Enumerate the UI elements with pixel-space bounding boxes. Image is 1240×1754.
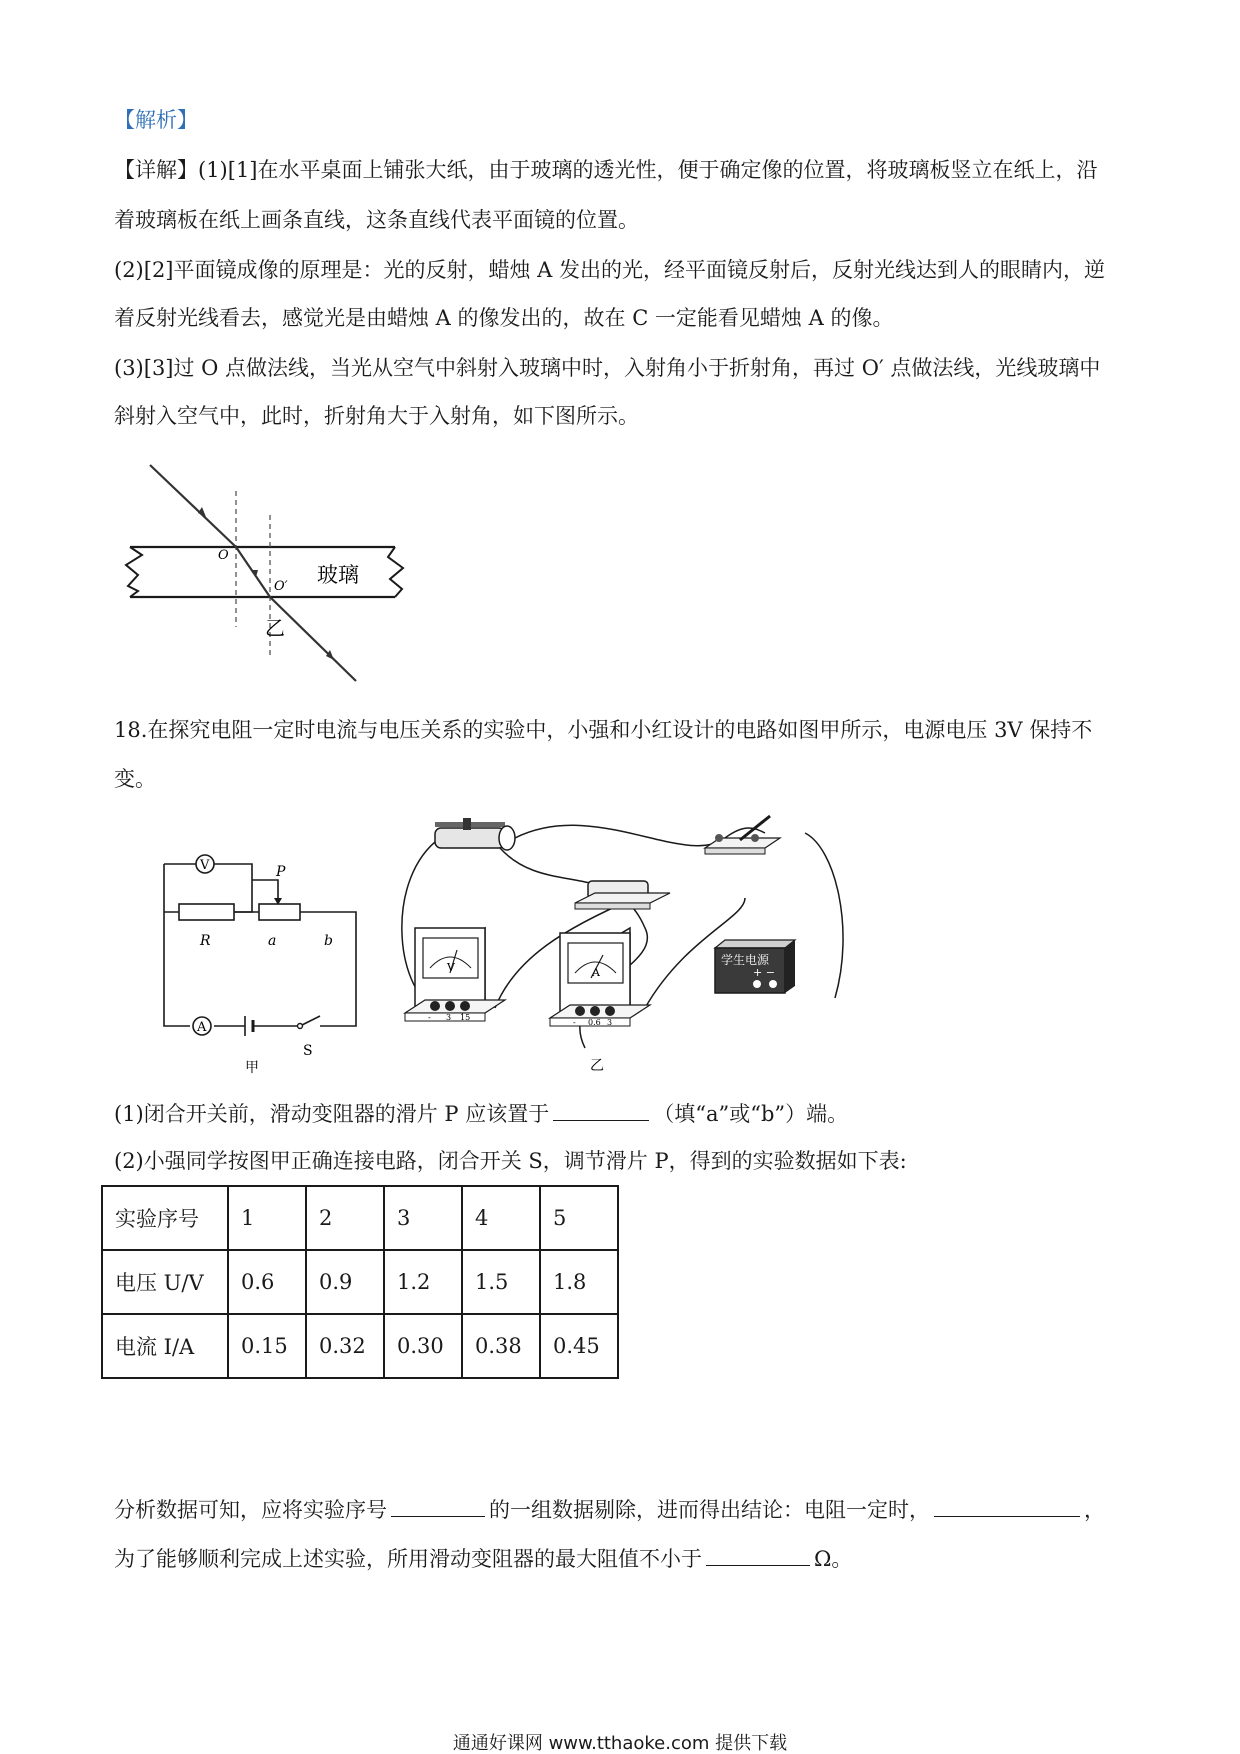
paragraph-line: (2)[2]平面镜成像的原理是：光的反射，蜡烛 A 发出的光，经平面镜反射后，反射光线达到人的眼睛内，逆 bbox=[114, 258, 1106, 282]
paragraph-line: 着玻璃板在纸上画条直线，这条直线代表平面镜的位置。 bbox=[114, 208, 639, 232]
resistor-label: R bbox=[200, 933, 211, 949]
circuit-diagram bbox=[150, 850, 370, 1080]
ammeter-symbol: A bbox=[197, 1020, 207, 1035]
analysis-text: ， bbox=[1084, 1498, 1105, 1522]
glass-label: 玻璃 bbox=[317, 563, 359, 587]
analysis-line-2 bbox=[114, 1543, 852, 1573]
table-cell: 0.9 bbox=[306, 1250, 384, 1314]
question-line: 18.在探究电阻一定时电流与电压关系的实验中，小强和小红设计的电路如图甲所示，电源电压 3V 保持不 bbox=[114, 718, 1093, 742]
apparatus-figure bbox=[395, 808, 915, 1083]
analysis-line-1 bbox=[114, 1494, 1105, 1524]
figure-jia-label: 甲 bbox=[245, 1060, 259, 1076]
table-cell: 1.2 bbox=[384, 1250, 462, 1314]
table-cell: 0.32 bbox=[306, 1314, 384, 1378]
switch-label: S bbox=[303, 1043, 313, 1059]
figure-yi-label: 乙 bbox=[265, 616, 285, 640]
paragraph-line: 着反射光线看去，感觉光是由蜡烛 A 的像发出的，故在 C 一定能看见蜡烛 A 的像。 bbox=[114, 306, 894, 330]
end-b-label: b bbox=[324, 933, 333, 949]
table-cell: 1.5 bbox=[462, 1250, 540, 1314]
voltmeter-symbol: V bbox=[200, 858, 210, 873]
paragraph-line: 斜射入空气中，此时，折射角大于入射角，如下图所示。 bbox=[114, 404, 639, 428]
table-cell: 0.15 bbox=[228, 1314, 306, 1378]
question-1-text: (1)闭合开关前，滑动变阻器的滑片 P 应该置于 bbox=[114, 1102, 550, 1126]
table-cell: 0.30 bbox=[384, 1314, 462, 1378]
table-cell: 1.8 bbox=[540, 1250, 618, 1314]
end-a-label: a bbox=[268, 933, 277, 949]
answer-blank-4[interactable] bbox=[706, 1543, 810, 1566]
paragraph-line: 【详解】(1)[1]在水平桌面上铺张大纸，由于玻璃的透光性，便于确定像的位置，将玻璃板竖立在纸上，沿 bbox=[114, 158, 1098, 182]
ammeter-face-symbol: A bbox=[592, 966, 600, 979]
table-header-cell: 电压 U/V bbox=[102, 1250, 228, 1314]
point-o2-label: O′ bbox=[274, 579, 288, 594]
table-cell: 3 bbox=[384, 1186, 462, 1250]
voltmeter-terminal: - bbox=[428, 1013, 431, 1022]
table-cell: 0.6 bbox=[228, 1250, 306, 1314]
paragraph-line: (3)[3]过 O 点做法线，当光从空气中斜射入玻璃中时，入射角小于折射角，再过 O′ 点做法线，光线玻璃中 bbox=[114, 356, 1101, 380]
answer-blank-3[interactable] bbox=[934, 1494, 1080, 1517]
ammeter-terminal: 3 bbox=[607, 1018, 613, 1027]
table-row bbox=[102, 1250, 618, 1314]
table-cell: 0.45 bbox=[540, 1314, 618, 1378]
voltmeter-face-symbol: V bbox=[447, 961, 455, 974]
figure-yi-label: 乙 bbox=[590, 1058, 604, 1074]
power-supply-label: 学生电源 bbox=[721, 953, 770, 967]
question-line: 变。 bbox=[114, 767, 156, 791]
refraction-figure bbox=[120, 455, 410, 695]
answer-blank-2[interactable] bbox=[391, 1494, 485, 1517]
table-cell: 4 bbox=[462, 1186, 540, 1250]
table-cell: 5 bbox=[540, 1186, 618, 1250]
table-header-cell: 电流 I/A bbox=[102, 1314, 228, 1378]
question-1-suffix: （填“a”或“b”）端。 bbox=[653, 1102, 849, 1126]
analysis-unit: Ω。 bbox=[814, 1547, 853, 1571]
table-header-cell: 实验序号 bbox=[102, 1186, 228, 1250]
ammeter-terminal: - bbox=[573, 1018, 576, 1027]
answer-blank-1[interactable] bbox=[553, 1098, 649, 1121]
question-1 bbox=[114, 1098, 848, 1128]
page-footer: 通通好课网 www.tthaoke.com 提供下载 bbox=[452, 1733, 788, 1754]
analysis-text: 分析数据可知，应将实验序号 bbox=[114, 1498, 387, 1522]
analysis-text: 的一组数据剔除，进而得出结论：电阻一定时， bbox=[489, 1498, 930, 1522]
analysis-text: 为了能够顺利完成上述实验，所用滑动变阻器的最大阻值不小于 bbox=[114, 1547, 702, 1571]
slider-label: P bbox=[276, 864, 286, 880]
data-table bbox=[101, 1185, 619, 1379]
table-row bbox=[102, 1314, 618, 1378]
table-row bbox=[102, 1186, 618, 1250]
section-label: 【解析】 bbox=[114, 108, 198, 132]
question-2-intro: (2)小强同学按图甲正确连接电路，闭合开关 S，调节滑片 P，得到的实验数据如下表: bbox=[114, 1149, 907, 1173]
voltmeter-terminal: 15 bbox=[460, 1013, 471, 1022]
table-cell: 2 bbox=[306, 1186, 384, 1250]
voltmeter-terminal: 3 bbox=[446, 1013, 452, 1022]
ammeter-terminal: 0.6 bbox=[588, 1018, 601, 1027]
point-o-label: O bbox=[218, 548, 229, 563]
table-cell: 0.38 bbox=[462, 1314, 540, 1378]
power-supply-signs: + − bbox=[753, 966, 775, 979]
table-cell: 1 bbox=[228, 1186, 306, 1250]
